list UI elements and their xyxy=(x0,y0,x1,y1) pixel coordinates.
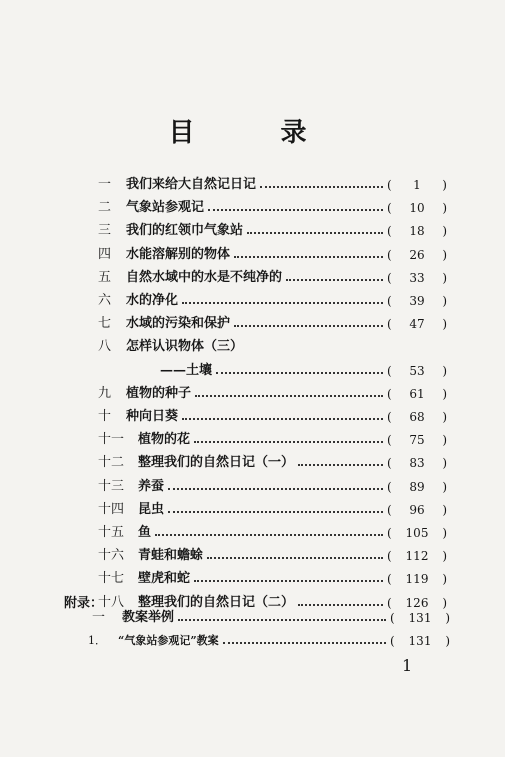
toc-entry-label: 自然水域中的水是不纯净的 xyxy=(126,269,283,285)
toc-entry-label: 昆虫 xyxy=(138,501,165,517)
toc-entry-label: 青蛙和蟾蜍 xyxy=(138,548,204,564)
paren-close: ) xyxy=(442,363,447,378)
toc-entry xyxy=(0,474,505,494)
toc-entry xyxy=(0,543,505,563)
toc-leader-dots xyxy=(216,371,383,374)
toc-entry-label: 植物的种子 xyxy=(126,385,192,401)
toc-leader-dots xyxy=(207,556,383,559)
toc-leader-dots xyxy=(168,510,383,513)
paren-open: ( xyxy=(387,410,392,424)
appendix-entry-page xyxy=(390,611,450,625)
paren-open: ( xyxy=(387,433,392,448)
page-value: 68 xyxy=(409,410,425,424)
toc-entry-number: 九 xyxy=(98,385,112,401)
paren-close: ) xyxy=(442,526,447,540)
toc-entry xyxy=(0,195,505,215)
appendix-entry-label: “气象站参观记”教案 xyxy=(118,634,219,647)
toc-entry-number: 十七 xyxy=(98,571,125,587)
toc-entry xyxy=(0,427,505,447)
toc-leader-dots xyxy=(195,394,383,397)
toc-entry-number: 十六 xyxy=(98,548,125,564)
toc-entry-number: 一 xyxy=(98,177,112,192)
toc-entry xyxy=(0,358,505,378)
toc-entry-label: 养蚕 xyxy=(138,478,165,494)
toc-entry-page xyxy=(387,364,447,378)
toc-entry-page xyxy=(387,224,447,238)
page-value: 112 xyxy=(405,549,429,564)
toc-entry-label: 水的净化 xyxy=(126,293,179,308)
toc-entry-label: 气象站参观记 xyxy=(126,200,205,216)
toc-leader-dots xyxy=(223,641,386,644)
toc-leader-dots xyxy=(208,208,383,211)
toc-entry-label: 水域的污染和保护 xyxy=(126,316,231,332)
toc-leader-dots xyxy=(178,618,386,621)
appendix-entry-number: 一 xyxy=(92,610,106,625)
page-value: 1 xyxy=(413,178,421,192)
paren-close: ) xyxy=(442,410,447,424)
toc-entry-page xyxy=(387,271,447,285)
paren-close: ) xyxy=(445,611,450,625)
page-value: 61 xyxy=(409,386,425,401)
toc-entry-label: 植物的花 xyxy=(138,432,191,448)
toc-entry-number: 三 xyxy=(98,223,112,239)
paren-open: ( xyxy=(390,611,395,625)
page-value: 53 xyxy=(409,363,425,378)
paren-close: ) xyxy=(442,317,447,332)
paren-open: ( xyxy=(387,456,392,471)
paren-open: ( xyxy=(387,595,392,610)
appendix-entry-label: 教案举例 xyxy=(122,610,175,625)
page-value: 75 xyxy=(409,433,425,448)
toc-entry-label: 我们来给大自然记日记 xyxy=(126,177,257,192)
toc-leader-dots xyxy=(247,231,383,234)
toc-entry xyxy=(0,311,505,331)
toc-entry-number: 十 xyxy=(98,409,112,424)
page-number: 1 xyxy=(402,656,413,675)
toc-entry-number: 五 xyxy=(98,269,112,285)
appendix-entry-page xyxy=(390,634,450,648)
paren-open: ( xyxy=(387,526,392,540)
appendix-entry-number: 1． xyxy=(88,634,106,647)
paren-close: ) xyxy=(445,634,450,648)
paren-open: ( xyxy=(387,363,392,378)
paren-close: ) xyxy=(442,456,447,471)
toc-entry-number: 十四 xyxy=(98,501,125,517)
toc-entry-number: 二 xyxy=(98,200,112,216)
paren-close: ) xyxy=(442,178,447,192)
paren-open: ( xyxy=(387,572,392,587)
paren-close: ) xyxy=(442,549,447,564)
page-value: 131 xyxy=(408,611,432,625)
paren-close: ) xyxy=(442,595,447,610)
toc-entry-number: 十二 xyxy=(98,455,125,471)
paren-open: ( xyxy=(387,502,392,517)
toc-entry xyxy=(0,381,505,401)
paren-close: ) xyxy=(442,502,447,517)
toc-entry xyxy=(0,497,505,517)
page-value: 83 xyxy=(409,456,425,471)
paren-close: ) xyxy=(442,270,447,285)
toc-entry-number: 四 xyxy=(98,246,112,262)
page-value: 26 xyxy=(409,247,425,262)
toc-entry xyxy=(0,242,505,262)
paren-open: ( xyxy=(387,270,392,285)
toc-entry-label: 整理我们的自然日记（一） xyxy=(138,455,295,471)
toc-entry xyxy=(0,288,505,308)
toc-entry-page xyxy=(387,387,447,401)
appendix-entry xyxy=(0,605,505,625)
toc-leader-dots xyxy=(286,278,383,281)
appendix-heading: 附录： xyxy=(64,596,104,611)
toc-entry-number: 八 xyxy=(98,339,112,355)
toc-entry-label: 整理我们的自然日记（二） xyxy=(138,594,295,610)
paren-open: ( xyxy=(387,294,392,308)
toc-entry-page xyxy=(387,294,447,308)
toc-entry xyxy=(0,265,505,285)
page-value: 105 xyxy=(405,526,429,540)
toc-entry-page xyxy=(387,526,447,540)
toc-entry-label: 壁虎和蛇 xyxy=(138,571,191,587)
toc-leader-dots xyxy=(168,487,383,490)
toc-entry-label: 我们的红领巾气象站 xyxy=(126,223,244,239)
paren-close: ) xyxy=(442,479,447,494)
toc-entry-label: ——土壤 xyxy=(160,362,213,378)
page-value: 39 xyxy=(409,294,425,308)
paren-close: ) xyxy=(442,433,447,448)
toc-entry-label: 种向日葵 xyxy=(126,409,179,424)
toc-entry-page xyxy=(387,572,447,586)
page-value: 89 xyxy=(409,479,425,494)
toc-entry xyxy=(0,450,505,470)
toc-entry xyxy=(0,334,505,354)
page-value: 33 xyxy=(409,270,425,285)
toc-entry-page xyxy=(387,178,447,192)
paren-open: ( xyxy=(387,224,392,239)
paren-open: ( xyxy=(387,479,392,494)
paren-open: ( xyxy=(387,549,392,564)
paren-open: ( xyxy=(387,317,392,332)
paren-close: ) xyxy=(442,224,447,239)
page-value: 119 xyxy=(405,572,429,587)
page-value: 96 xyxy=(409,502,425,517)
page-value: 126 xyxy=(405,595,429,610)
toc-entry-number: 十三 xyxy=(98,478,125,494)
appendix-entry xyxy=(0,628,505,648)
toc-leader-dots xyxy=(298,463,383,466)
toc-entry-number: 六 xyxy=(98,293,112,308)
toc-entry-page xyxy=(387,201,447,215)
toc-entry-page xyxy=(387,503,447,517)
toc-entry xyxy=(0,520,505,540)
paren-open: ( xyxy=(387,386,392,401)
paren-close: ) xyxy=(442,386,447,401)
toc-entry xyxy=(0,172,505,192)
toc-entry-page xyxy=(387,456,447,470)
toc-entry-page xyxy=(387,433,447,447)
paren-open: ( xyxy=(387,201,392,216)
paren-close: ) xyxy=(442,247,447,262)
paren-open: ( xyxy=(387,247,392,262)
toc-entry-page xyxy=(387,549,447,563)
toc-leader-dots xyxy=(182,417,383,420)
toc-entry-number: 十八 xyxy=(98,594,125,610)
toc-entry-label: 怎样认识物体（三） xyxy=(126,339,244,355)
toc-entry-page xyxy=(387,410,447,424)
paren-close: ) xyxy=(442,201,447,216)
page-title: 目 录 xyxy=(168,118,337,148)
toc-leader-dots xyxy=(194,579,383,582)
paren-open: ( xyxy=(390,634,395,648)
toc-entry-label: 水能溶解别的物体 xyxy=(126,246,231,262)
paren-close: ) xyxy=(442,294,447,308)
page-value: 131 xyxy=(408,634,432,648)
toc-leader-dots xyxy=(194,440,383,443)
toc-entry xyxy=(0,218,505,238)
toc-leader-dots xyxy=(155,533,383,536)
toc-entry-page xyxy=(387,248,447,262)
toc-entry-number: 十五 xyxy=(98,525,125,540)
toc-entry xyxy=(0,566,505,586)
paren-close: ) xyxy=(442,572,447,587)
toc-entry xyxy=(0,404,505,424)
toc-entry-number: 七 xyxy=(98,316,112,332)
page-value: 47 xyxy=(409,317,425,332)
toc-leader-dots xyxy=(260,185,383,188)
toc-leader-dots xyxy=(234,324,383,327)
paren-open: ( xyxy=(387,178,392,192)
toc-leader-dots xyxy=(182,301,383,304)
toc-entry-page xyxy=(387,317,447,331)
toc-entry-number: 十一 xyxy=(98,432,125,448)
toc-entry-label: 鱼 xyxy=(138,525,152,540)
page-value: 10 xyxy=(409,201,425,216)
toc-leader-dots xyxy=(234,255,383,258)
page-value: 18 xyxy=(409,224,425,239)
toc-entry-page xyxy=(387,480,447,494)
